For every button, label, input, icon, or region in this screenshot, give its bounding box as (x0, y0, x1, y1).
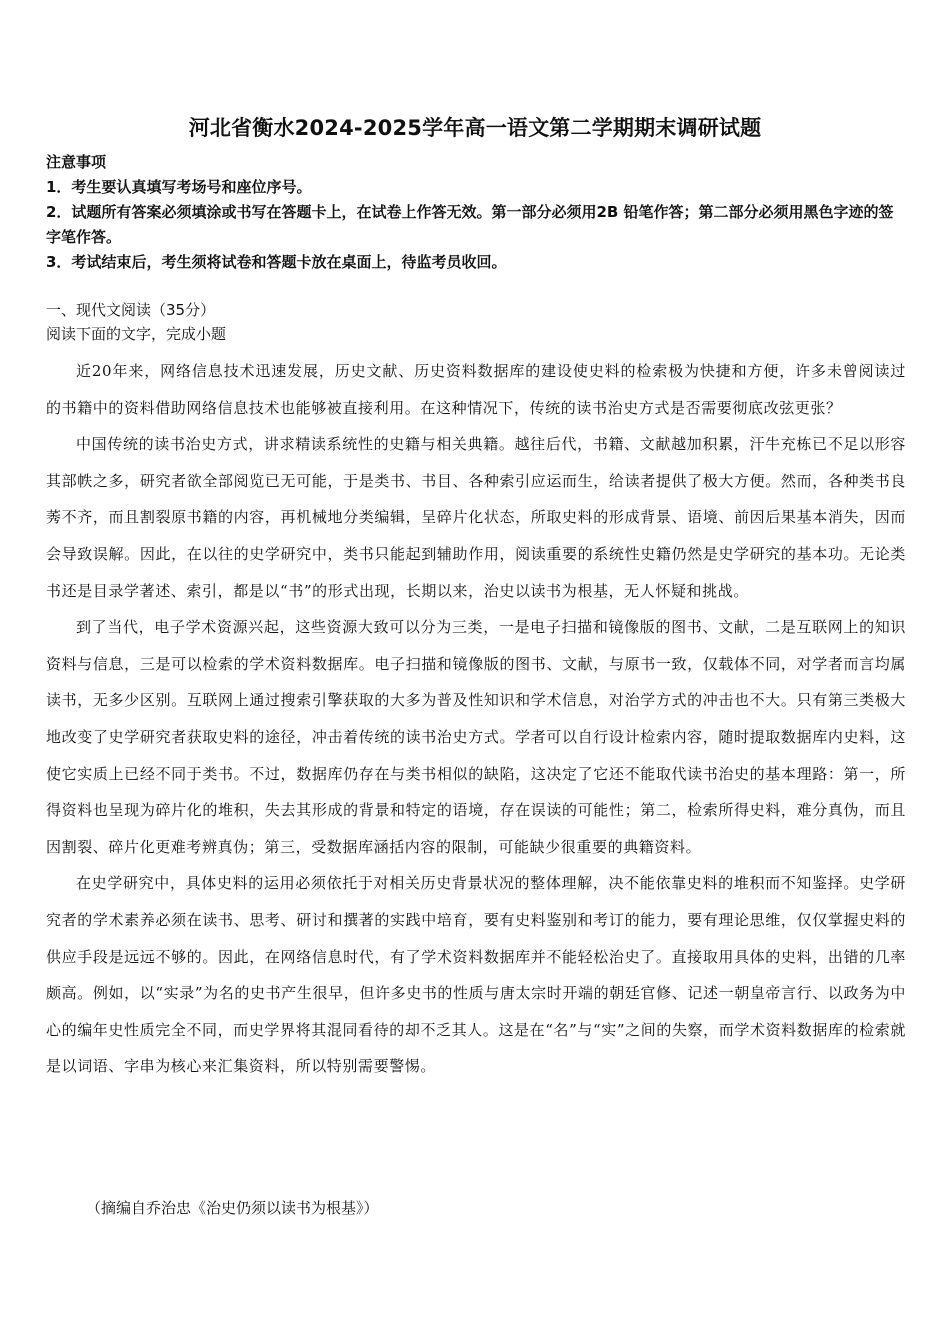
notice-item: 1．考生要认真填写考场号和座位序号。 (46, 178, 312, 196)
passage-paragraph: 到了当代，电子学术资源兴起，这些资源大致可以分为三类，一是电子扫描和镜像版的图书、文献，二是互联网上的知识资料与信息，三是可以检索的学术资料数据库。电子扫描和镜像版的图书、文献，与原书一致，仅载体不同，对学者而言均属读书，无多少区别。互联网上通过搜索引擎获取的大多为普及性知识和学术信息，对治学方式的冲击也不大。只有第三类极大地改变了史学研究者获取史料的途径，冲击着传统的读书治史方式。学者可以自行设计检索内容，随时提取数据库内史料，这使它实质上已经不同于类书。不过，数据库仍存在与类书相似的缺陷，这决定了它还不能取代读书治史的基本理路：第一，所得资料也呈现为碎片化的堆积，失去其形成的背景和特定的语境，存在误读的可能性；第二，检索所得史料，难分真伪，而且因割裂、碎片化更难考辨真伪；第三，受数据库涵括内容的限制，可能缺少很重要的典籍资料。 (46, 618, 906, 856)
notice-item: 2．试题所有答案必须填涂或书写在答题卡上，在试卷上作答无效。第一部分必须用2B 铅笔作答；第二部分必须用黑色字迹的签字笔作答。 (46, 203, 894, 246)
notice-item: 3．考试结束后，考生须将试卷和答题卡放在桌面上，待监考员收回。 (46, 253, 507, 271)
passage-paragraph: 近20年来，网络信息技术迅速发展，历史文献、历史资料数据库的建设使史料的检索极为快捷和方便，许多未曾阅读过的书籍中的资料借助网络信息技术也能够被直接利用。在这种情况下，传统的读书治史方式是否需要彻底改弦更张？ (46, 362, 906, 417)
passage-paragraph: 在史学研究中，具体史料的运用必须依托于对相关历史背景状况的整体理解，决不能依靠史料的堆积而不知鉴择。史学研究者的学术素养必须在读书、思考、研讨和撰著的实践中培育，要有史料鉴别和考订的能力，要有理论思维，仅仅掌握史料的供应手段是远远不够的。因此，在网络信息时代，有了学术资料数据库并不能轻松治史了。直接取用具体的史料，出错的几率颇高。例如，以“实录”为名的史书产生很早，但许多史书的性质与唐太宗时开端的朝廷官修、记述一朝皇帝言行、以政务为中心的编年史性质完全不同，而史学界将其混同看待的却不乏其人。这是在“名”与“实”之间的失察，而学术资料数据库的检索就是以词语、字串为核心来汇集资料，所以特别需要警惕。 (46, 874, 906, 1076)
reading-passage (46, 353, 906, 1085)
section-header (46, 298, 906, 346)
section-heading: 一、现代文阅读（35分） (46, 301, 216, 319)
notice-heading: 注意事项 (46, 153, 107, 171)
passage-source: （摘编自乔治忠《治史仍须以读书为根基》） (86, 1199, 379, 1217)
section-instruction: 阅读下面的文字，完成小题 (46, 325, 227, 343)
passage-paragraph: 中国传统的读书治史方式，讲求精读系统性的史籍与相关典籍。越往后代，书籍、文献越加积累，汗牛充栋已不足以形容其部帙之多，研究者欲全部阅览已无可能，于是类书、书目、各种索引应运而生，给读者提供了极大方便。然而，各种类书良莠不齐，而且割裂原书籍的内容，再机械地分类编辑，呈碎片化状态，所取史料的形成背景、语境、前因后果基本消失，因而会导致误解。因此，在以往的史学研究中，类书只能起到辅助作用，阅读重要的系统性史籍仍然是史学研究的基本功。无论类书还是目录学著述、索引，都是以“书”的形式出现，长期以来，治史以读书为根基，无人怀疑和挑战。 (46, 435, 906, 600)
notice-block (46, 150, 908, 275)
exam-title: 河北省衡水2024-2025学年高一语文第二学期期末调研试题 (188, 116, 762, 140)
